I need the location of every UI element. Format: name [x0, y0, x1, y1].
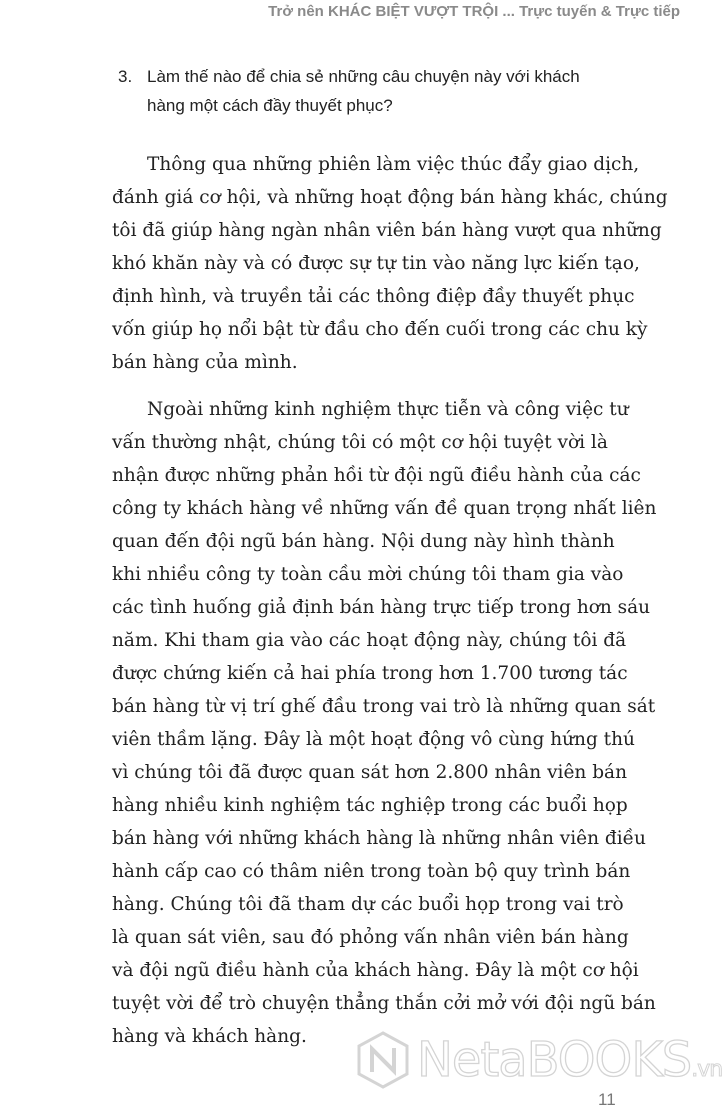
watermark-brand: NetaBOOKS	[417, 1032, 692, 1088]
text-line: tuyệt vời để trò chuyện thẳng thắn cởi mở với đội ngũ bán	[112, 993, 656, 1014]
text-line: Thông qua những phiên làm việc thúc đẩy giao dịch,	[147, 154, 640, 175]
paragraph-2	[112, 393, 657, 1053]
question-number: 3.	[118, 67, 133, 86]
text-line: năm. Khi tham gia vào các hoạt động này, chúng tôi đã	[112, 630, 627, 651]
text-line: là quan sát viên, sau đó phỏng vấn nhân viên bán hàng	[112, 927, 629, 948]
text-line: và đội ngũ điều hành của khách hàng. Đây là một cơ hội	[112, 960, 639, 981]
text-line: bán hàng từ vị trí ghế đầu trong vai trò là những quan sát	[112, 696, 656, 717]
running-header: Trở nên KHÁC BIỆT VƯỢT TRỘI ... Trực tuyến & Trực tiếp	[268, 3, 680, 20]
text-line: Ngoài những kinh nghiệm thực tiễn và công việc tư	[147, 399, 629, 420]
text-line: bán hàng với những khách hàng là những nhân viên điều	[112, 828, 646, 849]
question-text	[147, 62, 580, 120]
text-line: hàng nhiều kinh nghiệm tác nghiệp trong các buổi họp	[112, 795, 628, 816]
question-line: hàng một cách đầy thuyết phục?	[147, 96, 393, 115]
text-line: khi nhiều công ty toàn cầu mời chúng tôi tham gia vào	[112, 564, 624, 585]
text-line: hàng và khách hàng.	[112, 1026, 307, 1047]
watermark-suffix: .vn	[691, 1057, 722, 1082]
text-line: vì chúng tôi đã được quan sát hơn 2.800 nhân viên bán	[112, 762, 628, 783]
watermark-text	[417, 1032, 722, 1088]
text-line: tôi đã giúp hàng ngàn nhân viên bán hàng vượt qua những	[112, 220, 662, 241]
text-line: hàng. Chúng tôi đã tham dự các buổi họp trong vai trò	[112, 894, 624, 915]
page-number: 11	[598, 1090, 616, 1109]
question-line: Làm thế nào để chia sẻ những câu chuyện này với khách	[147, 67, 580, 86]
netabooks-watermark	[355, 1030, 722, 1092]
text-line: các tình huống giả định bán hàng trực tiếp trong hơn sáu	[112, 597, 651, 618]
text-line: công ty khách hàng về những vấn đề quan trọng nhất liên	[112, 498, 657, 519]
text-line: nhận được những phản hồi từ đội ngũ điều hành của các	[112, 465, 641, 486]
paragraph-1	[112, 148, 668, 379]
text-line: viên thầm lặng. Đây là một hoạt động vô cùng hứng thú	[112, 729, 635, 750]
netabooks-logo-icon	[355, 1030, 411, 1090]
text-line: vấn thường nhật, chúng tôi có một cơ hội tuyệt vời là	[112, 432, 608, 453]
text-line: bán hàng của mình.	[112, 352, 298, 373]
text-line: đánh giá cơ hội, và những hoạt động bán hàng khác, chúng	[112, 187, 668, 208]
text-line: được chứng kiến cả hai phía trong hơn 1.700 tương tác	[112, 663, 628, 684]
text-line: vốn giúp họ nổi bật từ đầu cho đến cuối trong các chu kỳ	[112, 319, 648, 340]
text-line: quan đến đội ngũ bán hàng. Nội dung này hình thành	[112, 531, 615, 552]
text-line: hành cấp cao có thâm niên trong toàn bộ quy trình bán	[112, 861, 631, 882]
text-line: khó khăn này và có được sự tự tin vào năng lực kiến tạo,	[112, 253, 640, 274]
text-line: định hình, và truyền tải các thông điệp đầy thuyết phục	[112, 286, 635, 307]
